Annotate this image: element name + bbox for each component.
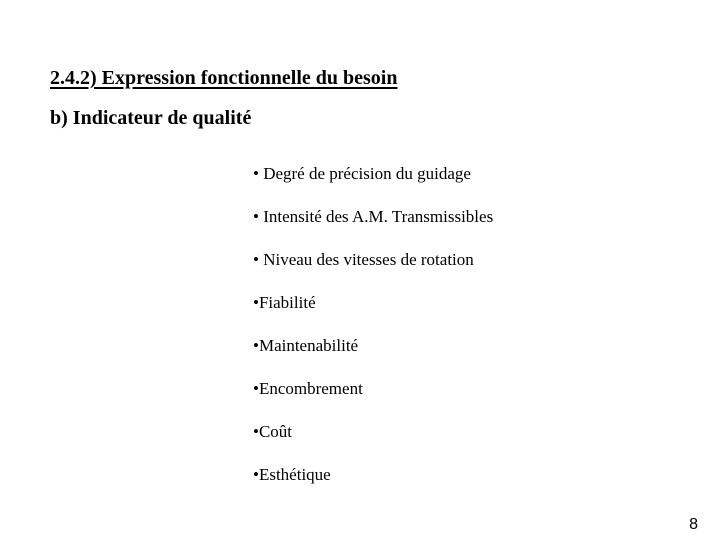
list-item-footprint: •Encombrement <box>253 379 363 398</box>
section-subtitle: b) Indicateur de qualité <box>50 107 252 129</box>
list-item-maintainability: •Maintenabilité <box>253 336 359 355</box>
list-item-reliability: •Fiabilité <box>253 293 316 312</box>
list-item-cost: •Coût <box>253 422 293 441</box>
list-item-speed-level: • Niveau des vitesses de rotation <box>253 250 474 269</box>
quality-indicator-list <box>253 161 493 505</box>
page-number: 8 <box>689 516 698 533</box>
section-title: 2.4.2) Expression fonctionnelle du besoin <box>50 67 398 89</box>
list-item-aesthetics: •Esthétique <box>253 465 331 484</box>
list-item-precision: • Degré de précision du guidage <box>253 164 471 183</box>
list-item-intensity: • Intensité des A.M. Transmissibles <box>253 207 494 226</box>
